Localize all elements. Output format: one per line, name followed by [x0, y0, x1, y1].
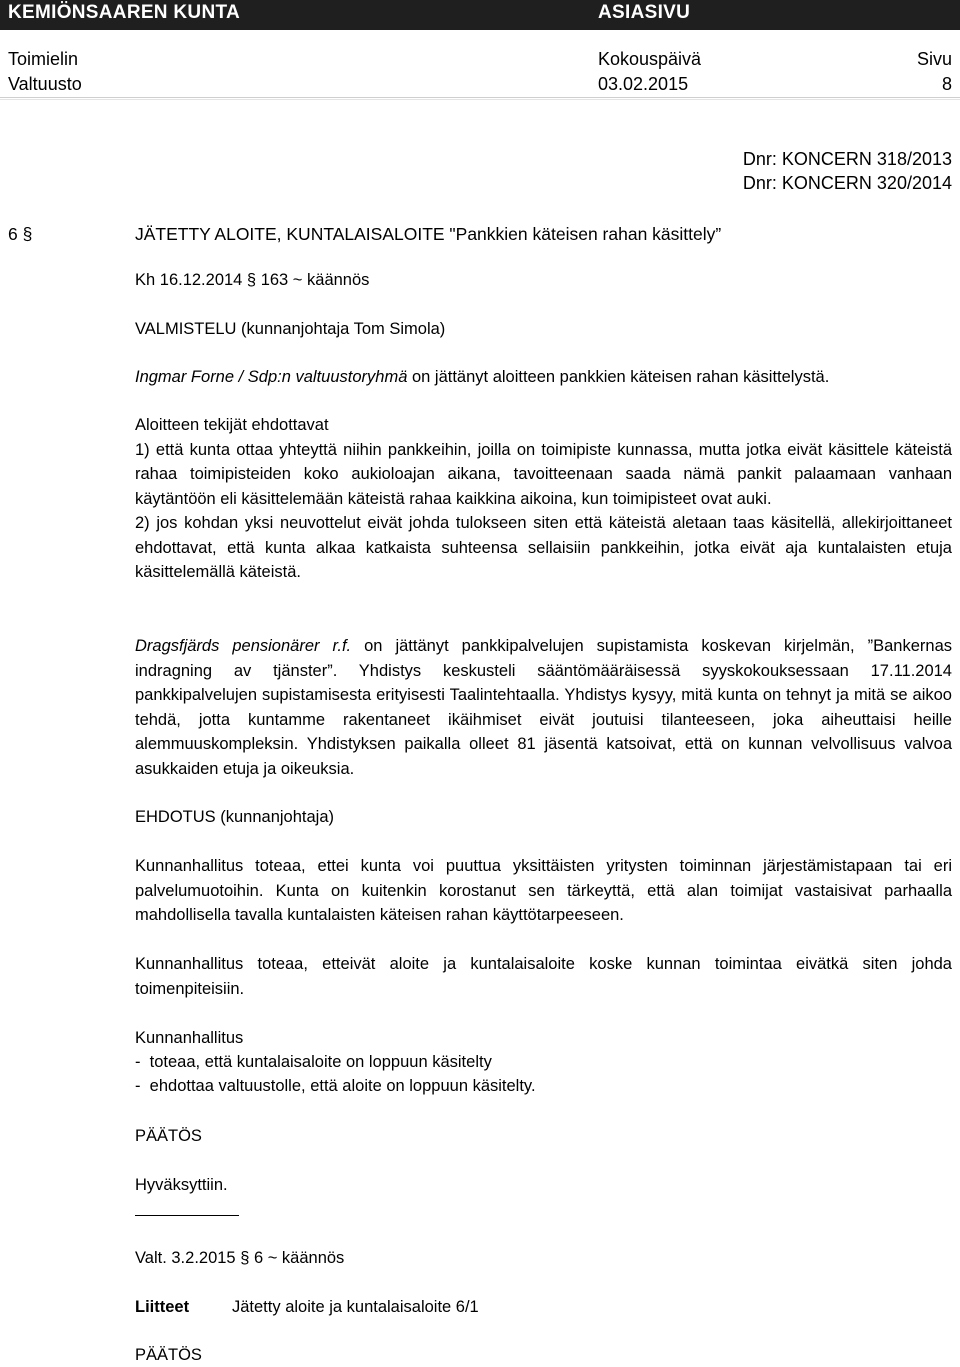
- valt-reference: Valt. 3.2.2015 § 6 ~ käännös: [135, 1249, 345, 1267]
- header-rule: [0, 97, 960, 98]
- pensioners-paragraph: [135, 634, 952, 781]
- doc-type: ASIASIVU: [598, 2, 691, 23]
- header-band: [0, 0, 960, 30]
- proposal-intro: Aloitteen tekijät ehdottavat: [135, 416, 329, 434]
- dnr-line-1: Dnr: KONCERN 318/2013: [742, 149, 952, 169]
- date-value: 03.02.2015: [598, 74, 689, 94]
- proposal-paragraph-2: [135, 952, 952, 1001]
- page-label: Sivu: [916, 49, 952, 69]
- page-number: 8: [941, 74, 952, 94]
- item-title: JÄTETTY ALOITE, KUNTALAISALOITE "Pankkien käteisen rahan käsittely”: [135, 224, 722, 244]
- date-label: Kokouspäivä: [598, 49, 702, 69]
- body-label: Toimielin: [8, 49, 79, 69]
- association-name: Dragsfjärds pensionärer r.f.: [135, 637, 352, 655]
- body-value: Valtuusto: [8, 74, 82, 94]
- decision-heading-2: PÄÄTÖS: [135, 1346, 202, 1364]
- signature-line: [135, 1215, 239, 1216]
- proposal-1: 1) että kunta ottaa yhteyttä niihin pankkeihin, joilla on toimipiste kunnassa, mutta jotka eivät käsittele käteistä rahaa toimipisteiden koko aukioloajan aikana, tavoitteenaan saada nämä pankit palaamaan vanhaan käytäntöön eli käsittelemään käteistä rahaa kaikkina aikoina, kun toimipisteet ovat auki.: [135, 440, 952, 508]
- association-text: on jättänyt pankkipalvelujen supistamista koskevan kirjelmän, ”Bankernas indragning av tjänster”. Yhdistys keskusteli sääntömääräisessä syyskokouksessaan 17.11.2014 pankkipalvelujen supistamisesta erityisesti Taalintehtaalla. Yhdistys kysyy, mitä kunta on tehnyt ja mitä se aikoo tehdä, jotta kuntamme rakentaneet ikäihmiset eivät joutuisi tilanteeseen, joka aiheuttaisi heille alemmuuskompleksin. Yhdistyksen paikalla olleet 81 jäsentä katsoivat, että on kunnan velvollisuus valvoa asukkaiden etuja ja oikeuksia.: [135, 637, 952, 778]
- decision-list-item-1: - toteaa, että kuntalaisaloite on loppuun käsitelty: [135, 1053, 492, 1071]
- decision-list-item-2: - ehdottaa valtuustolle, että aloite on loppuun käsitelty.: [135, 1077, 536, 1095]
- item-number: 6 §: [8, 224, 33, 244]
- proposals-block: [135, 413, 952, 585]
- kh-reference: Kh 16.12.2014 § 163 ~ käännös: [135, 271, 370, 289]
- org-name: KEMIÖNSAAREN KUNTA: [8, 2, 240, 23]
- decision-text: Hyväksyttiin.: [135, 1176, 228, 1194]
- proposal-text-2: Kunnanhallitus toteaa, etteivät aloite ja kuntalaisaloite koske kunnan toimintaa eivätkä siten johda toimenpiteisiin.: [135, 955, 952, 998]
- proposal-2: 2) jos kohdan yksi neuvottelut eivät johda tulokseen siten että käteistä aletaan taas käsitellä, allekirjoittaneet ehdottavat, että kunta alkaa katkaista suhteensa sellaisiin pankkeihin, jotka eivät aja kuntalaisten etuja käsittelemällä käteistä.: [135, 514, 952, 581]
- attachments-value: Jätetty aloite ja kuntalaisaloite 6/1: [232, 1298, 479, 1316]
- valmistelu-heading: VALMISTELU (kunnanjohtaja Tom Simola): [135, 320, 446, 338]
- dnr-line-2: Dnr: KONCERN 320/2014: [742, 173, 952, 193]
- paragraph-initiative: [135, 365, 952, 389]
- proposal-text-1: Kunnanhallitus toteaa, ettei kunta voi puuttua yksittäisten yritysten toiminnan järjestämistapaan tai eri palvelumuotoihin. Kunta on kuitenkin korostanut sen tärkeyttä, että alan toimijat vastaisivat parhaalla mahdollisella tavalla kuntalaisten käteisen rahan käyttötarpeeseen.: [135, 857, 952, 924]
- initiative-text: on jättänyt aloitteen pankkien käteisen rahan käsittelystä.: [407, 368, 830, 386]
- initiator-name: Ingmar Forne / Sdp:n valtuustoryhmä: [135, 368, 408, 386]
- decision-heading: PÄÄTÖS: [135, 1127, 202, 1145]
- attachments-label: Liitteet: [135, 1298, 190, 1316]
- board-heading: Kunnanhallitus: [135, 1029, 244, 1047]
- proposal-paragraph-1: [135, 854, 952, 928]
- ehdotus-heading: EHDOTUS (kunnanjohtaja): [135, 808, 334, 826]
- header-rule-secondary: [0, 99, 960, 100]
